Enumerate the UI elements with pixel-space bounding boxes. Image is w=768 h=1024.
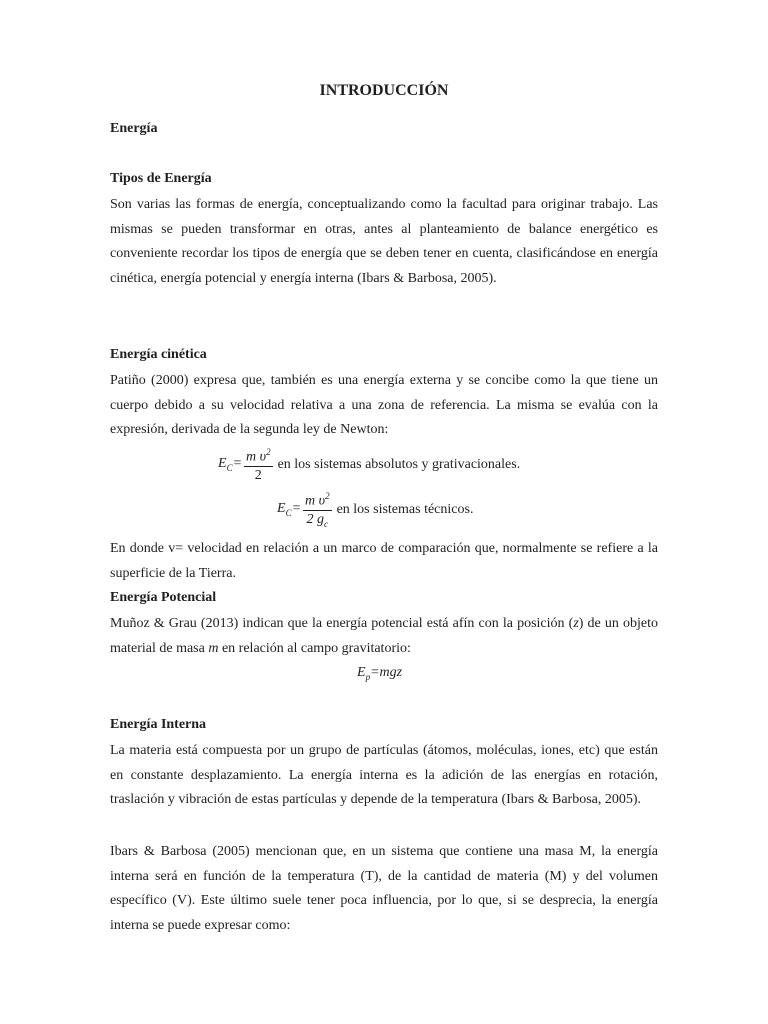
heading-energia-interna: Energía Interna — [110, 717, 207, 732]
paragraph-energia-interna-1: La materia está compuesta por un grupo de partículas (átomos, moléculas, iones, etc) que están en constante desplazamiento. La energía interna es la adición de las energías en rotación, traslación y vibración de estas partículas y depende de la temperatura (Ibars & Barbosa, 2005). — [110, 743, 658, 808]
formula-lhs: $E_C=$ — [218, 456, 243, 474]
formula-description: en los sistemas absolutos y grativacionales. — [277, 457, 521, 473]
paragraph-velocity-definition: En donde v= velocidad en relación a un marco de comparación que, normalmente se refiere a la superficie de la Tierra. — [110, 541, 658, 581]
formula-fraction: $\frac{m \upsilon^2}{2 g_c}$ — [305, 491, 330, 529]
paragraph-tipos-de-energia: Son varias las formas de energía, conceptualizando como la facultad para originar trabajo. Las mismas se pueden transformar en otras, antes al planteamiento de balance energético es conveniente recordar los tipos de energía que se deben tener en cuenta, clasificándose en energía cinética, energía potencial y energía interna (Ibars & Barbosa, 2005). — [110, 197, 658, 286]
formula-lhs: $E_C=$ — [277, 501, 302, 519]
formula-description: en los sistemas técnicos. — [336, 502, 474, 518]
paragraph-energia-cinetica: Patiño (2000) expresa que, también es una energía externa y se concibe como la que tiene un cuerpo debido a su velocidad relativa a una zona de referencia. La misma se evalúa con la expresión, derivada de la segunda ley de Newton: — [110, 373, 658, 438]
formula-kinetic-energy-technical — [277, 492, 473, 528]
section-heading-energia: Energía — [110, 121, 158, 136]
paragraph-energia-interna-2: Ibars & Barbosa (2005) mencionan que, en un sistema que contiene una masa M, la energía interna será en función de la temperatura (T), de la cantidad de materia (M) y del volumen específico (V). Este último suele tener poca influencia, por lo que, si se desprecia, la energía interna se puede expresar como: — [110, 844, 658, 933]
heading-tipos-de-energia: Tipos de Energía — [110, 171, 212, 186]
heading-energia-potencial: Energía Potencial — [110, 590, 217, 605]
formula-fraction: $\frac{m \upsilon^2}{2}$ — [246, 447, 271, 483]
page-title: INTRODUCCIÓN — [319, 82, 449, 99]
formula-kinetic-energy-absolute — [218, 448, 520, 483]
heading-energia-cinetica: Energía cinética — [110, 347, 207, 362]
formula-potential-energy: $E_p=mgz$ — [357, 665, 403, 682]
paragraph-energia-potencial: Muñoz & Grau (2013) indican que la energía potencial está afín con la posición (z) de un objeto material de masa m en relación al campo gravitatorio: — [110, 616, 659, 656]
